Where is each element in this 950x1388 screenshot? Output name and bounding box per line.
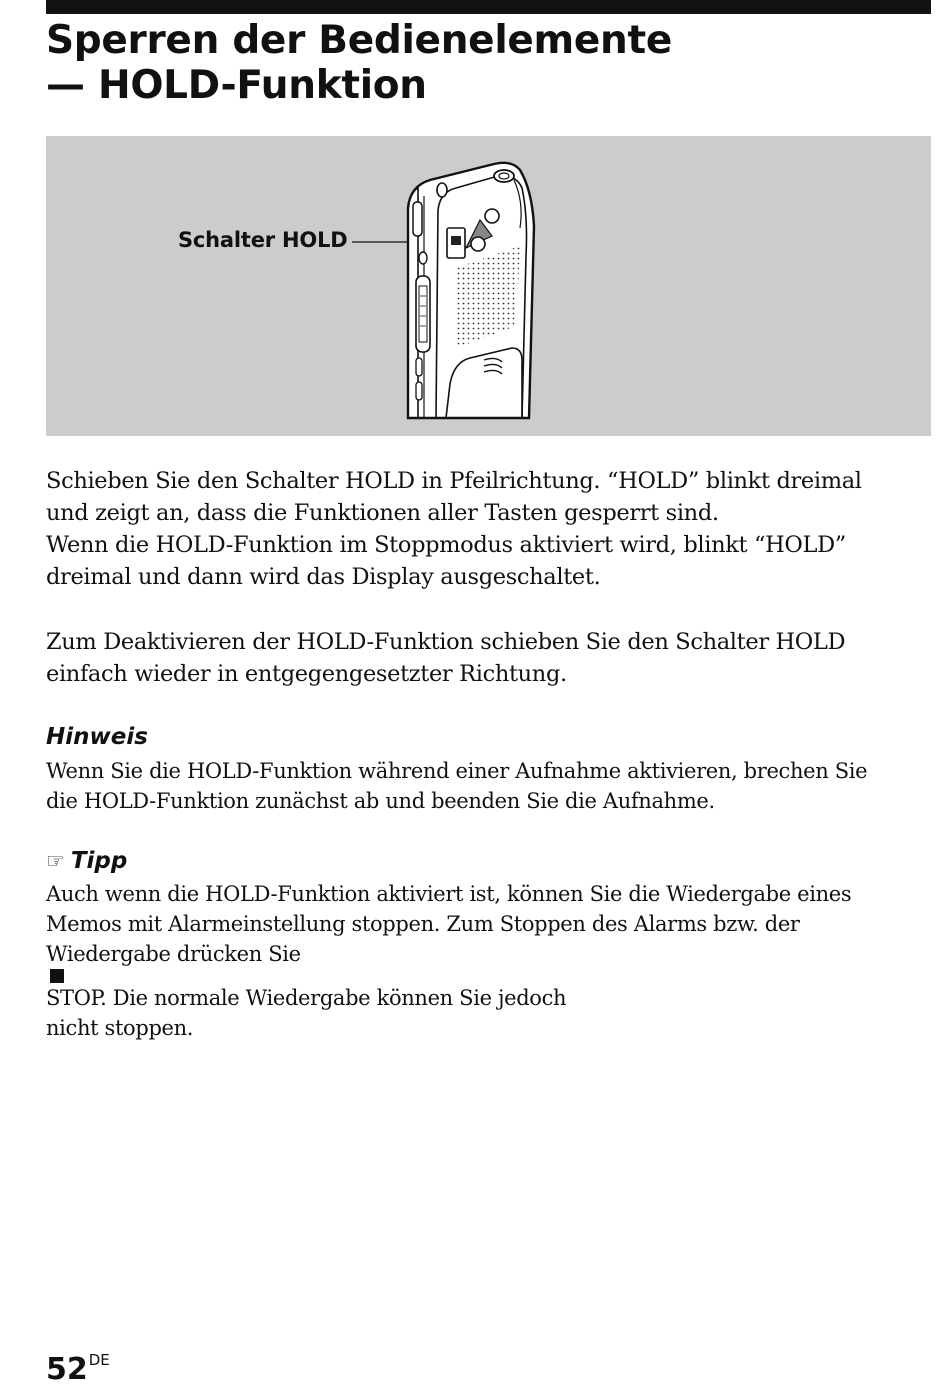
note-line: Wenn Sie die HOLD-Funktion während einer Aufnahme aktivieren, brechen Sie: [46, 759, 868, 783]
tip-line-part: STOP. Die normale Wiedergabe können Sie jedoch: [46, 986, 567, 1010]
paragraph-line: Zum Deaktivieren der HOLD-Funktion schieben Sie den Schalter HOLD: [46, 629, 846, 655]
device-figure: [46, 136, 931, 436]
page-language-suffix: DE: [88, 1351, 110, 1369]
note-line: die HOLD-Funktion zunächst ab und beenden Sie die Aufnahme.: [46, 789, 715, 813]
tip-heading: [46, 846, 127, 876]
tip-heading-label: Tipp: [70, 848, 128, 874]
tip-line: Auch wenn die HOLD-Funktion aktiviert ist, können Sie die Wiedergabe eines: [46, 882, 852, 906]
page-number-value: 52: [46, 1352, 88, 1387]
page-title-line-2: — HOLD-Funktion: [46, 63, 427, 108]
paragraph-line: Schieben Sie den Schalter HOLD in Pfeilrichtung. “HOLD” blinkt dreimal: [46, 468, 862, 494]
hold-switch-label: Schalter HOLD: [178, 228, 348, 252]
tip-line: [46, 939, 936, 1013]
paragraph-line: Wenn die HOLD-Funktion im Stoppmodus aktiviert wird, blinkt “HOLD”: [46, 532, 846, 558]
paragraph-line: und zeigt an, dass die Funktionen aller Tasten gesperrt sind.: [46, 500, 719, 526]
recorder-device-icon: [46, 136, 931, 436]
top-rule: [46, 0, 931, 14]
tip-line: nicht stoppen.: [46, 1016, 194, 1040]
page-title: [46, 18, 931, 108]
stop-square-icon: [50, 969, 64, 983]
note-text: [46, 756, 936, 816]
paragraph-line: einfach wieder in entgegengesetzter Richtung.: [46, 661, 567, 687]
note-heading: Hinweis: [46, 724, 148, 750]
tip-text: [46, 879, 936, 1043]
page-number: [46, 1342, 110, 1388]
paragraph-line: dreimal und dann wird das Display ausgeschaltet.: [46, 564, 601, 590]
page-title-line-1: Sperren der Bedienelemente: [46, 18, 672, 63]
tip-line-part: Wiedergabe drücken Sie: [46, 942, 301, 966]
pointing-hand-icon: ☞: [46, 849, 65, 873]
tip-line: Memos mit Alarmeinstellung stoppen. Zum Stoppen des Alarms bzw. der: [46, 912, 800, 936]
paragraph-hold-deactivation: [46, 626, 936, 690]
paragraph-hold-activation: [46, 465, 936, 593]
